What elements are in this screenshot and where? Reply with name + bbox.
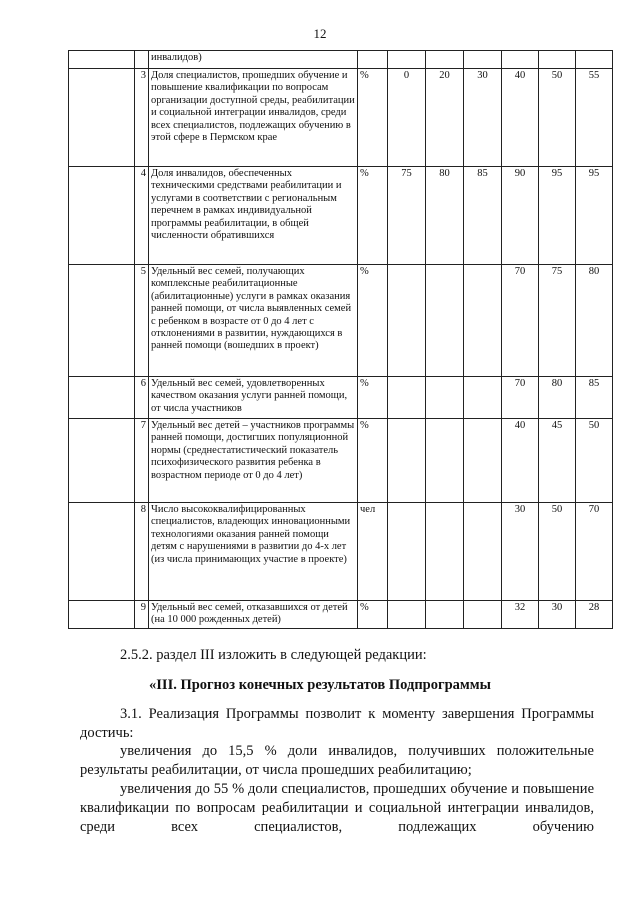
value-cell: 75: [539, 265, 576, 377]
blank-cell: [69, 265, 135, 377]
value-cell: 75: [388, 167, 426, 265]
row-number: 7: [135, 419, 149, 503]
value-cell: 85: [576, 377, 613, 419]
value-cell: [388, 419, 426, 503]
unit-cell: %: [358, 167, 388, 265]
row-number: 3: [135, 69, 149, 167]
indicator-name: Удельный вес семей, получающих комплексные реабилитационные (абилитационные) услуги в рамках оказания ранней помощи, от числа выявленных семей с ребенком в возрасте от 0 до 4 лет с отклонениями в развитии, нуждающихся в ранней помощи (вошедших в проект): [149, 265, 358, 377]
blank-cell: [69, 601, 135, 629]
value-cell: 30: [502, 503, 539, 601]
value-cell: [576, 51, 613, 69]
value-cell: [539, 51, 576, 69]
row-number: 5: [135, 265, 149, 377]
value-cell: 80: [539, 377, 576, 419]
bullet-paragraph-1: увеличения до 15,5 % доли инвалидов, получивших положительные результаты реабилитации, от числа прошедших реабилитацию;: [80, 743, 594, 778]
value-cell: 40: [502, 419, 539, 503]
indicator-name: Удельный вес детей – участников программы ранней помощи, достигших популяционной нормы (среднестатистический показатель психофизического развития ребенка в возрастном периоде от 0 до 4 лет): [149, 419, 358, 503]
value-cell: 20: [426, 69, 464, 167]
value-cell: [426, 265, 464, 377]
value-cell: 50: [576, 419, 613, 503]
blank-cell: [69, 419, 135, 503]
section-item-text: 2.5.2. раздел III изложить в следующей редакции:: [120, 647, 427, 663]
paragraph-3-1: 3.1. Реализация Программы позволит к моменту завершения Программы достичь:: [80, 706, 594, 741]
row-number: 8: [135, 503, 149, 601]
unit-cell: чел: [358, 503, 388, 601]
value-cell: 80: [426, 167, 464, 265]
indicator-name: Удельный вес семей, удовлетворенных качеством оказания услуги ранней помощи, от числа участников: [149, 377, 358, 419]
table-row: [69, 601, 613, 629]
value-cell: [388, 377, 426, 419]
indicator-name: инвалидов): [149, 51, 358, 69]
blank-cell: [69, 167, 135, 265]
value-cell: 70: [576, 503, 613, 601]
table-row: [69, 503, 613, 601]
value-cell: [464, 601, 502, 629]
indicator-name: Удельный вес семей, отказавшихся от детей (на 10 000 рожденных детей): [149, 601, 358, 629]
value-cell: 80: [576, 265, 613, 377]
indicator-name: Доля специалистов, прошедших обучение и повышение квалификации по вопросам организации доступной среды, реабилитации и социальной интеграции инвалидов, среди всех специалистов, подлежащих обучению в этой сфере в Пермском крае: [149, 69, 358, 167]
table-row: [69, 419, 613, 503]
row-number: 4: [135, 167, 149, 265]
value-cell: 95: [576, 167, 613, 265]
value-cell: [464, 51, 502, 69]
value-cell: 90: [502, 167, 539, 265]
table-row: [69, 69, 613, 167]
value-cell: [426, 419, 464, 503]
table-row: [69, 377, 613, 419]
unit-cell: %: [358, 265, 388, 377]
blank-cell: [69, 503, 135, 601]
value-cell: 30: [539, 601, 576, 629]
value-cell: 0: [388, 69, 426, 167]
indicators-table: [68, 50, 613, 629]
value-cell: 85: [464, 167, 502, 265]
row-number: [135, 51, 149, 69]
unit-cell: %: [358, 419, 388, 503]
value-cell: 32: [502, 601, 539, 629]
value-cell: 40: [502, 69, 539, 167]
value-cell: [388, 503, 426, 601]
unit-cell: [358, 51, 388, 69]
value-cell: [426, 377, 464, 419]
value-cell: [502, 51, 539, 69]
section-heading: «III. Прогноз конечных результатов Подпрограммы: [149, 677, 491, 693]
bullet-paragraph-2: увеличения до 55 % доли специалистов, прошедших обучение и повышение квалификации по вопросам реабилитации и социальной интеграции инвалидов, среди всех специалистов, подлежащих обучению: [80, 781, 594, 835]
value-cell: [426, 601, 464, 629]
unit-cell: %: [358, 601, 388, 629]
value-cell: 45: [539, 419, 576, 503]
value-cell: [464, 377, 502, 419]
unit-cell: %: [358, 69, 388, 167]
value-cell: [426, 503, 464, 601]
value-cell: [426, 51, 464, 69]
page-number: 12: [313, 26, 327, 41]
value-cell: 50: [539, 503, 576, 601]
value-cell: [464, 265, 502, 377]
table-row: [69, 51, 613, 69]
value-cell: [464, 419, 502, 503]
blank-cell: [69, 377, 135, 419]
value-cell: 55: [576, 69, 613, 167]
table-row: [69, 167, 613, 265]
value-cell: 30: [464, 69, 502, 167]
value-cell: [388, 51, 426, 69]
row-number: 6: [135, 377, 149, 419]
value-cell: 50: [539, 69, 576, 167]
blank-cell: [69, 69, 135, 167]
value-cell: 28: [576, 601, 613, 629]
value-cell: 70: [502, 377, 539, 419]
value-cell: [464, 503, 502, 601]
indicator-name: Доля инвалидов, обеспеченных техническими средствами реабилитации и услугами в соответствии с региональным перечнем в рамках индивидуальной программы реабилитации, в общей численности обратившихся: [149, 167, 358, 265]
value-cell: [388, 601, 426, 629]
indicator-name: Число высококвалифицированных специалистов, владеющих инновационными технологиями оказания ранней помощи детям с нарушениями в развитии до 4-х лет (из числа принимающих участие в проекте): [149, 503, 358, 601]
value-cell: [388, 265, 426, 377]
value-cell: 70: [502, 265, 539, 377]
row-number: 9: [135, 601, 149, 629]
table-row: [69, 265, 613, 377]
value-cell: 95: [539, 167, 576, 265]
blank-cell: [69, 51, 135, 69]
unit-cell: %: [358, 377, 388, 419]
